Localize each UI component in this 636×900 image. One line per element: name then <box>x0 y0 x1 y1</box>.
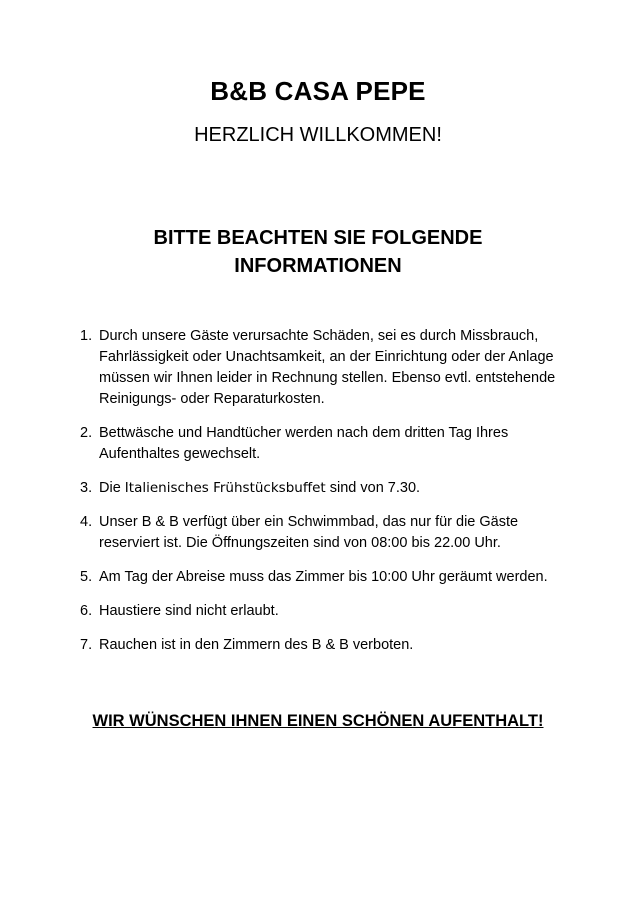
list-text-part: Die <box>99 480 125 496</box>
list-text-part: sind von 7.30. <box>325 480 421 496</box>
notice-heading-line-1: BITTE BEACHTEN SIE FOLGENDE <box>153 227 483 249</box>
document-title: B&B CASA PEPE <box>210 76 426 106</box>
list-text: Durch unsere Gäste verursachte Schäden, sei es durch Missbrauch, Fahrlässigkeit oder Unachtsamkeit, an der Einrichtung oder der Anlage müssen wir Ihnen leider in Rechnung stellen. Ebenso evtl. entstehende Reinigungs- oder Reparaturkosten. <box>99 328 556 407</box>
list-number: 6. <box>80 603 93 619</box>
notice-heading-line-2: INFORMATIONEN <box>234 255 402 277</box>
list-number: 2. <box>80 425 93 441</box>
list-number: 3. <box>80 480 93 496</box>
list-item <box>80 423 580 465</box>
list-text: Am Tag der Abreise muss das Zimmer bis 10:00 Uhr geräumt werden. <box>99 569 548 585</box>
list-text-part: Italienisches Frühstücksbuffet <box>124 480 326 496</box>
notice-heading <box>0 224 636 280</box>
list-text: Bettwäsche und Handtücher werden nach dem dritten Tag Ihres Aufenthaltes gewechselt. <box>99 425 509 462</box>
list-number: 5. <box>80 569 93 585</box>
list-number: 7. <box>80 637 93 653</box>
list-item <box>80 567 580 588</box>
list-text: Haustiere sind nicht erlaubt. <box>99 603 279 619</box>
list-number: 4. <box>80 514 93 530</box>
list-item <box>80 478 580 499</box>
list-item <box>80 512 580 554</box>
list-item <box>80 601 580 622</box>
closing-message: WIR WÜNSCHEN IHNEN EINEN SCHÖNEN AUFENTHALT! <box>92 712 544 730</box>
list-text: Unser B & B verfügt über ein Schwimmbad, das nur für die Gäste reserviert ist. Die Öffnungszeiten sind von 08:00 bis 22.00 Uhr. <box>99 514 519 551</box>
list-text: Rauchen ist in den Zimmern des B & B verboten. <box>99 637 414 653</box>
rules-list <box>80 326 580 669</box>
list-item <box>80 326 580 410</box>
welcome-text: HERZLICH WILLKOMMEN! <box>194 124 442 146</box>
list-number: 1. <box>80 328 93 344</box>
list-item <box>80 635 580 656</box>
